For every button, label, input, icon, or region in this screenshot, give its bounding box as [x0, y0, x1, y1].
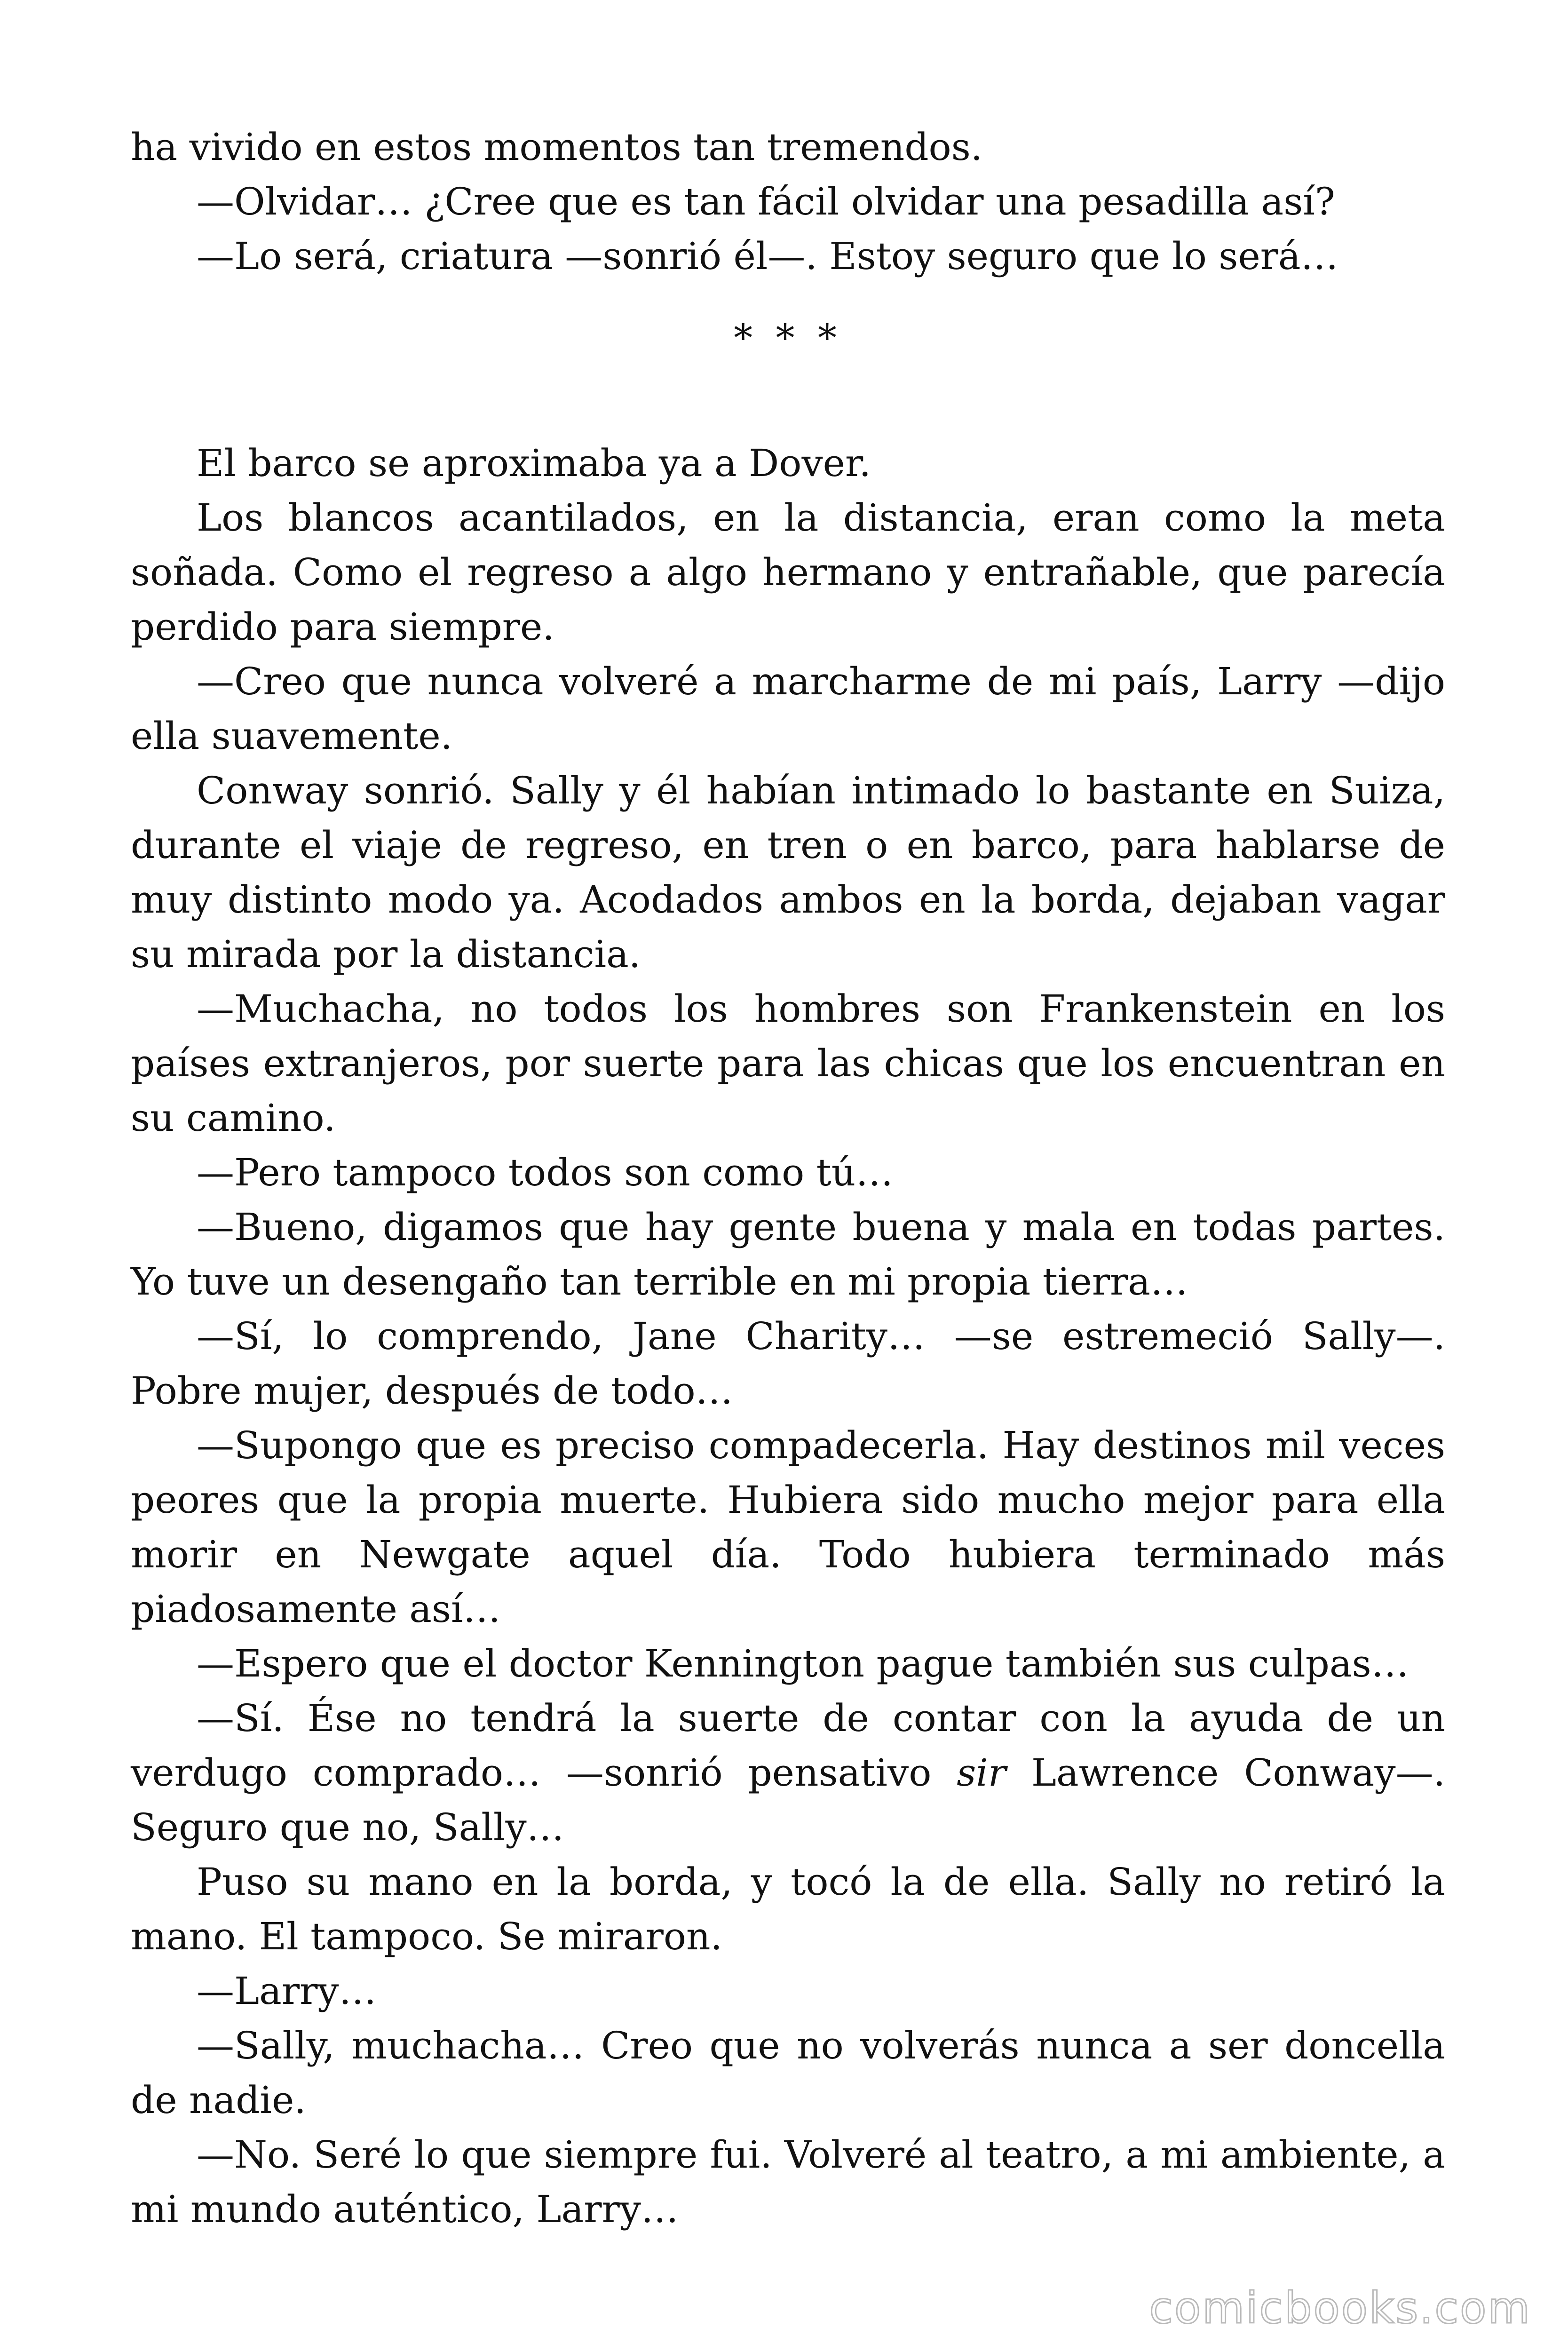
paragraph-text: Lawrence Conway—. Seguro que no, Sally…	[131, 1751, 1445, 1849]
paragraph: —Pero tampoco todos son como tú…	[197, 1151, 894, 1194]
paragraph: —Creo que nunca volveré a marcharme de mi país, Larry —dijo ella suavemente.	[131, 660, 1445, 758]
paragraph: —No. Seré lo que siempre fui. Volveré al teatro, a mi ambiente, a mi mundo auténtico, Larry…	[131, 2133, 1445, 2231]
paragraph: —Lo será, criatura —sonrió él—. Estoy seguro que lo será…	[197, 234, 1338, 278]
watermark: comicbooks.com	[1149, 2283, 1531, 2333]
paragraph: Puso su mano en la borda, y tocó la de ella. Sally no retiró la mano. El tampoco. Se miraron.	[131, 1860, 1445, 1958]
paragraph: El barco se aproximaba ya a Dover.	[197, 441, 871, 485]
paragraph: —Bueno, digamos que hay gente buena y mala en todas partes. Yo tuve un desengaño tan terrible en mi propia tierra…	[131, 1205, 1445, 1303]
italic-title: sir	[957, 1751, 1006, 1795]
paragraph	[131, 1691, 1445, 1855]
section-separator: * * *	[734, 316, 842, 360]
paragraph: Los blancos acantilados, en la distancia, eran como la meta soñada. Como el regreso a algo hermano y entrañable, que parecía perdido para siempre.	[131, 496, 1445, 649]
paragraph: —Supongo que es preciso compadecerla. Hay destinos mil veces peores que la propia muerte. Hubiera sido mucho mejor para ella morir en Newgate aquel día. Todo hubiera terminado más piadosamente así…	[131, 1423, 1445, 1631]
paragraph: ha vivido en estos momentos tan tremendos.	[131, 125, 983, 169]
paragraph: —Sally, muchacha… Creo que no volverás nunca a ser doncella de nadie.	[131, 2024, 1445, 2122]
paragraph: —Muchacha, no todos los hombres son Frankenstein en los países extranjeros, por suerte para las chicas que los encuentran en su camino.	[131, 987, 1445, 1140]
paragraph: —Larry…	[197, 1969, 377, 2013]
paragraph: —Olvidar… ¿Cree que es tan fácil olvidar una pesadilla así?	[197, 180, 1335, 223]
page-body	[131, 120, 1445, 2237]
paragraph: —Sí, lo comprendo, Jane Charity… —se estremeció Sally—. Pobre mujer, después de todo…	[131, 1314, 1445, 1413]
paragraph: —Espero que el doctor Kennington pague también sus culpas…	[197, 1642, 1409, 1685]
paragraph-text: —Sí. Ése no tendrá la suerte de contar con la ayuda de un verdugo comprado… —sonrió pensativo	[131, 1696, 1445, 1795]
paragraph: Conway sonrió. Sally y él habían intimado lo bastante en Suiza, durante el viaje de regreso, en tren o en barco, para hablarse de muy distinto modo ya. Acodados ambos en la borda, dejaban vagar su mirada por la distancia.	[131, 769, 1445, 976]
